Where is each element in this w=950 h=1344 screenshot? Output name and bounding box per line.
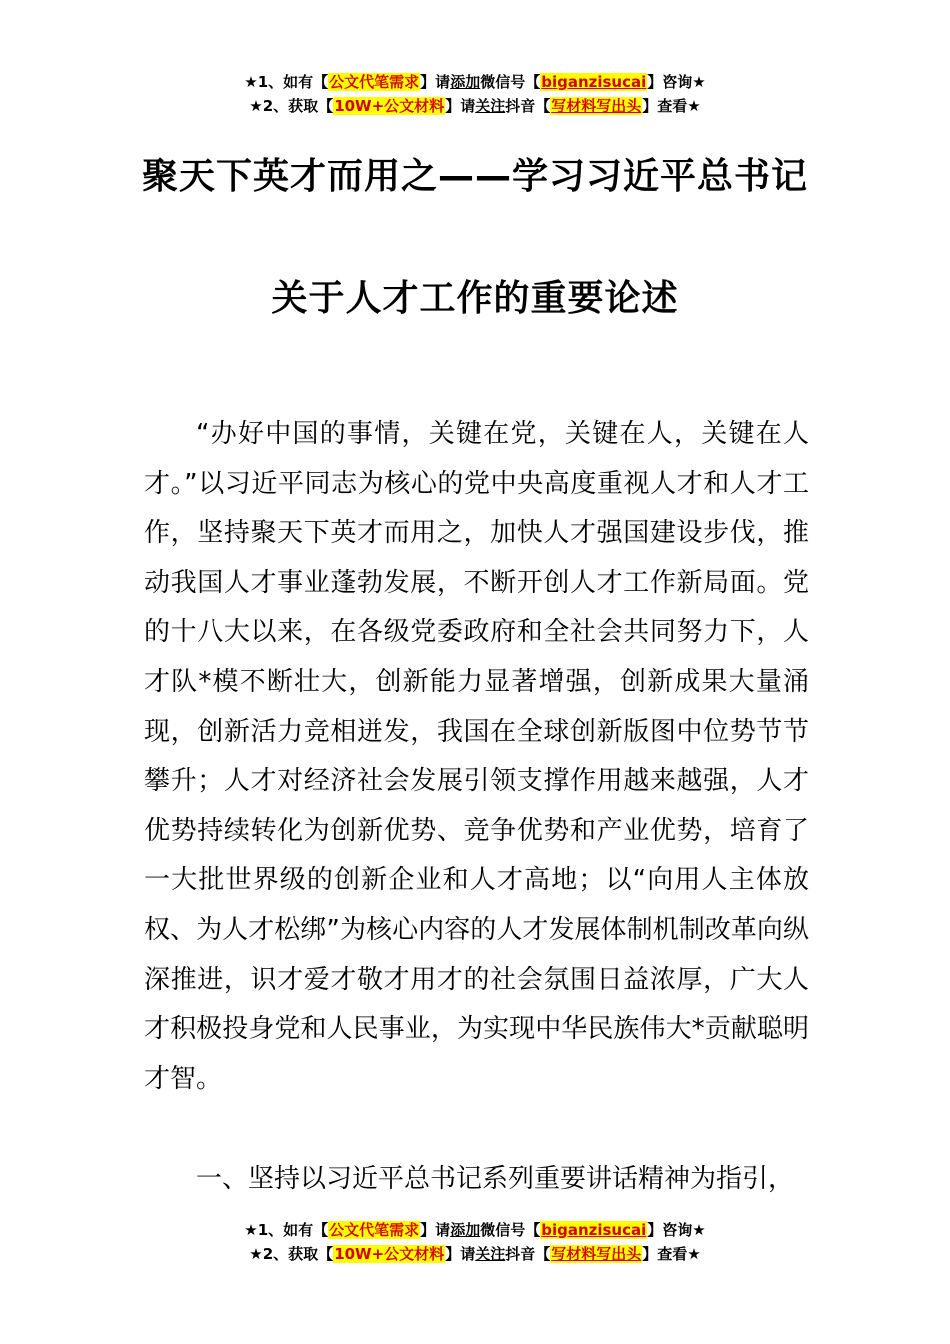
footer-line-2-tail: 】查看★ (642, 1245, 701, 1263)
footer-line-1-tail: 】咨询★ (647, 1221, 706, 1239)
banner-line-2-emphasis: 关注 (475, 97, 506, 115)
section-heading-1: 一、坚持以习近平总书记系列重要讲话精神为指引， (196, 1164, 795, 1194)
banner-line-1 (0, 70, 950, 94)
footer-highlight-douyin-account: 写材料写出头 (551, 1245, 642, 1263)
footer-highlight-wechat-id: biganzisucai (541, 1221, 647, 1239)
banner-highlight-douyin-account: 写材料写出头 (551, 97, 642, 115)
footer-line-2-lead: ★2、获取【 (249, 1245, 334, 1263)
footer-line-2-emphasis: 关注 (475, 1245, 506, 1263)
footer-highlight-materials: 10W+公文材料 (334, 1245, 445, 1263)
banner-line-2 (0, 94, 950, 118)
footer-line-2-mid2: 抖音【 (505, 1245, 551, 1263)
footer-line-1-lead: ★1、如有【 (244, 1221, 329, 1239)
document-title-line-2: 关于人才工作的重要论述 (271, 278, 679, 319)
banner-highlight-wechat-id: biganzisucai (541, 73, 647, 91)
footer-banner (0, 1218, 950, 1266)
banner-line-2-mid2: 抖音【 (505, 97, 551, 115)
footer-line-1-emphasis: 添加 (450, 1221, 481, 1239)
document-title-line-1: 聚天下英才而用之——学习习近平总书记 (141, 156, 808, 197)
footer-banner-line-1 (0, 1218, 950, 1242)
footer-line-1-mid2: 微信号【 (480, 1221, 541, 1239)
banner-line-2-mid: 】请 (445, 97, 476, 115)
footer-banner-line-2 (0, 1242, 950, 1266)
banner-highlight-materials: 10W+公文材料 (334, 97, 445, 115)
body-paragraph-1: “办好中国的事情，关键在党，关键在人，关键在人才。”以习近平同志为核心的党中央高度重视人才和人才工作，坚持聚天下英才而用之，加快人才强国建设步伐，推动我国人才事业蓬勃发展，不断开创人才工作新局面。党的十八大以来，在各级党委政府和全社会共同努力下，人才队*模不断壮大，创新能力显著增强，创新成果大量涌现，创新活力竞相迸发，我国在全球创新版图中位势节节攀升；人才对经济社会发展引领支撑作用越来越强，人才优势持续转化为创新优势、竞争优势和产业优势，培育了一大批世界级的创新企业和人才高地；以“向用人主体放权、为人才松绑”为核心内容的人才发展体制机制改革向纵深推进，识才爱才敬才用才的社会氛围日益浓厚，广大人才积极投身党和人民事业，为实现中华民族伟大*贡献聪明才智。 (144, 419, 809, 1094)
banner-highlight-writing-service: 公文代笔需求 (329, 73, 420, 91)
footer-highlight-writing-service: 公文代笔需求 (329, 1221, 420, 1239)
footer-line-1-mid: 】请 (420, 1221, 451, 1239)
banner-line-1-mid2: 微信号【 (480, 73, 541, 91)
footer-line-2-mid: 】请 (445, 1245, 476, 1263)
banner-line-1-emphasis: 添加 (450, 73, 481, 91)
banner-line-1-tail: 】咨询★ (647, 73, 706, 91)
banner-line-2-lead: ★2、获取【 (249, 97, 334, 115)
document-body (144, 410, 809, 1104)
banner-line-1-lead: ★1、如有【 (244, 73, 329, 91)
banner-line-1-mid: 】请 (420, 73, 451, 91)
header-banner (0, 70, 950, 118)
banner-line-2-tail: 】查看★ (642, 97, 701, 115)
